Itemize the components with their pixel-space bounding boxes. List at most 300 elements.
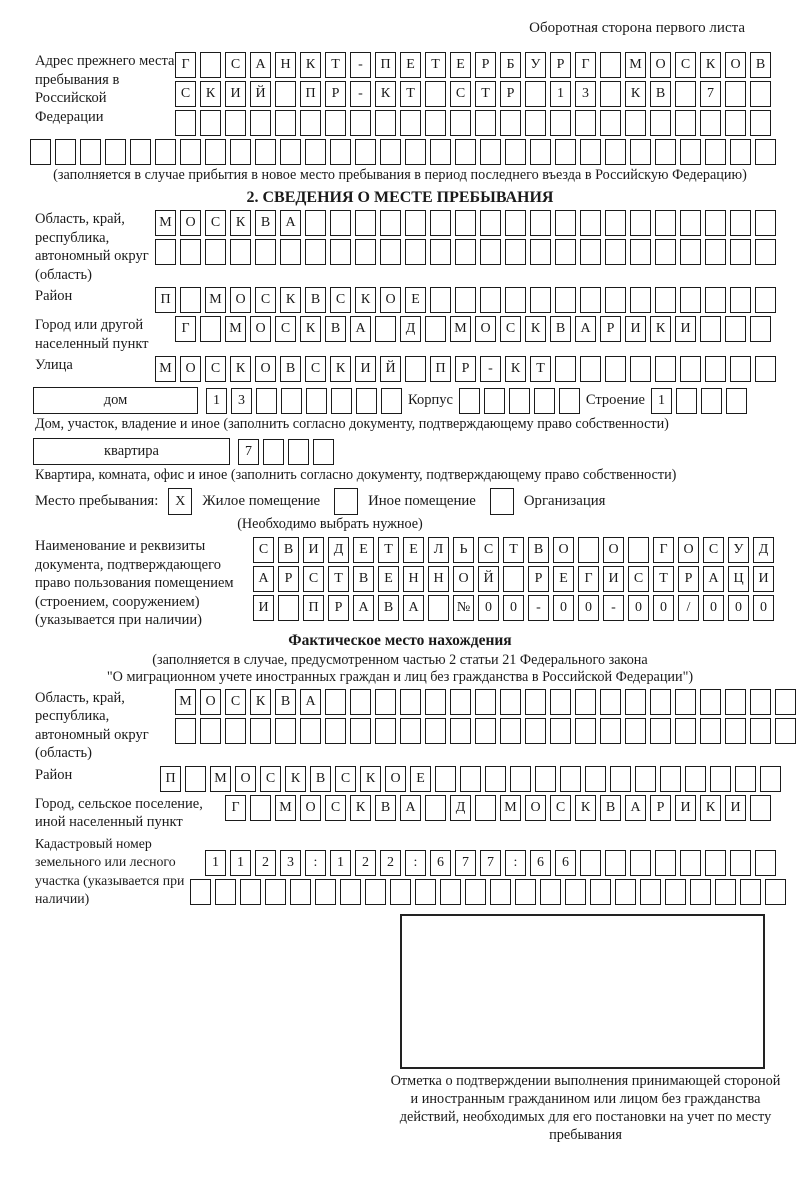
char-cell <box>560 766 581 792</box>
char-cell <box>700 110 721 136</box>
char-cell: 2 <box>255 850 276 876</box>
char-cell: Е <box>378 566 399 592</box>
char-cell <box>625 110 646 136</box>
confirmation-stamp-caption: Отметка о подтверждении выполнения принимающей стороной и иностранным гражданином или лицом без гражданства действий, необходимых для его постановки на учет по месту пребывания <box>390 1072 781 1143</box>
char-cell: Г <box>653 537 674 563</box>
actual-region-row-1 <box>175 689 796 715</box>
char-cell: С <box>303 566 324 592</box>
char-cell <box>605 356 626 382</box>
char-cell: Й <box>478 566 499 592</box>
char-cell: Г <box>578 566 599 592</box>
char-cell <box>605 139 626 165</box>
char-cell <box>381 388 402 414</box>
char-cell <box>575 689 596 715</box>
char-cell: Д <box>753 537 774 563</box>
char-cell <box>250 795 271 821</box>
char-cell <box>30 139 51 165</box>
actual-city-group <box>35 795 800 832</box>
char-cell <box>175 110 196 136</box>
char-cell <box>503 566 524 592</box>
char-cell <box>705 287 726 313</box>
char-cell <box>515 879 536 905</box>
char-cell: В <box>528 537 549 563</box>
char-cell <box>459 388 480 414</box>
char-cell <box>580 850 601 876</box>
char-cell <box>605 850 626 876</box>
char-cell <box>428 595 449 621</box>
char-cell: Т <box>328 566 349 592</box>
prev-address-rows <box>175 52 771 136</box>
char-cell: О <box>235 766 256 792</box>
char-cell: И <box>603 566 624 592</box>
char-cell: М <box>175 689 196 715</box>
char-cell <box>680 210 701 236</box>
char-cell: К <box>350 795 371 821</box>
char-cell <box>330 139 351 165</box>
char-cell: И <box>303 537 324 563</box>
char-cell: Р <box>325 81 346 107</box>
char-cell <box>375 316 396 342</box>
char-cell <box>288 439 309 465</box>
char-cell <box>475 795 496 821</box>
char-cell: М <box>205 287 226 313</box>
char-cell <box>750 110 771 136</box>
char-cell: : <box>305 850 326 876</box>
char-cell: О <box>725 52 746 78</box>
stay-place-row <box>35 488 800 515</box>
char-cell <box>740 879 761 905</box>
char-cell <box>530 287 551 313</box>
char-cell <box>715 879 736 905</box>
char-cell <box>255 139 276 165</box>
char-cell <box>640 879 661 905</box>
char-cell <box>580 287 601 313</box>
char-cell: - <box>350 81 371 107</box>
house-note: Дом, участок, владение и иное (заполнить согласно документу, подтверждающему право собственности) <box>35 416 669 432</box>
char-cell: 1 <box>206 388 227 414</box>
char-cell <box>280 239 301 265</box>
char-cell: 0 <box>753 595 774 621</box>
char-cell: А <box>400 795 421 821</box>
char-cell <box>750 81 771 107</box>
char-cell <box>628 537 649 563</box>
district-group <box>35 287 800 313</box>
char-cell: Р <box>528 566 549 592</box>
char-cell: С <box>478 537 499 563</box>
char-cell <box>425 316 446 342</box>
char-cell <box>256 388 277 414</box>
char-cell <box>530 239 551 265</box>
char-cell <box>555 356 576 382</box>
char-cell: Р <box>500 81 521 107</box>
char-cell: 1 <box>230 850 251 876</box>
right-document-group <box>35 537 800 630</box>
char-cell <box>400 718 421 744</box>
char-cell <box>680 139 701 165</box>
char-cell <box>680 239 701 265</box>
right-document-rows <box>253 537 774 621</box>
char-cell: М <box>155 210 176 236</box>
char-cell: : <box>505 850 526 876</box>
stroenie-cells <box>651 388 747 414</box>
char-cell <box>205 239 226 265</box>
house-row <box>33 387 800 414</box>
section2-title: 2. СВЕДЕНИЯ О МЕСТЕ ПРЕБЫВАНИЯ <box>246 189 554 206</box>
char-cell: С <box>675 52 696 78</box>
char-cell <box>380 210 401 236</box>
char-cell: К <box>280 287 301 313</box>
char-cell <box>535 766 556 792</box>
char-cell <box>400 689 421 715</box>
char-cell: И <box>355 356 376 382</box>
char-cell: В <box>275 689 296 715</box>
char-cell: О <box>525 795 546 821</box>
char-cell <box>730 210 751 236</box>
char-cell: О <box>180 210 201 236</box>
char-cell: И <box>253 595 274 621</box>
char-cell: Т <box>503 537 524 563</box>
char-cell <box>435 766 456 792</box>
char-cell <box>180 239 201 265</box>
char-cell <box>275 110 296 136</box>
char-cell <box>580 356 601 382</box>
char-cell <box>705 239 726 265</box>
char-cell <box>105 139 126 165</box>
char-cell <box>80 139 101 165</box>
char-cell: С <box>253 537 274 563</box>
char-cell: И <box>675 316 696 342</box>
char-cell <box>750 316 771 342</box>
char-cell <box>130 139 151 165</box>
char-cell <box>550 110 571 136</box>
char-cell <box>375 110 396 136</box>
char-cell <box>225 110 246 136</box>
char-cell <box>575 110 596 136</box>
char-cell <box>755 139 776 165</box>
char-cell: - <box>603 595 624 621</box>
char-cell: Р <box>278 566 299 592</box>
char-cell <box>730 356 751 382</box>
char-cell: А <box>575 316 596 342</box>
char-cell <box>475 718 496 744</box>
region-rows <box>155 210 776 265</box>
region-row-1 <box>155 210 776 236</box>
region-group <box>35 210 800 284</box>
char-cell: 0 <box>578 595 599 621</box>
char-cell <box>509 388 530 414</box>
char-cell <box>755 239 776 265</box>
house-number-cells <box>206 388 402 414</box>
char-cell <box>200 52 221 78</box>
char-cell <box>630 287 651 313</box>
char-cell: С <box>450 81 471 107</box>
actual-city-label: Город, сельское поселение, иной населенный пункт <box>35 795 203 830</box>
char-cell: И <box>753 566 774 592</box>
char-cell: О <box>553 537 574 563</box>
char-cell <box>313 439 334 465</box>
char-cell <box>405 356 426 382</box>
char-cell: К <box>700 795 721 821</box>
char-cell: Е <box>450 52 471 78</box>
actual-district-row <box>160 766 781 792</box>
char-cell <box>625 718 646 744</box>
char-cell <box>750 718 771 744</box>
street-row <box>155 356 776 382</box>
char-cell <box>190 879 211 905</box>
char-cell <box>265 879 286 905</box>
char-cell <box>425 795 446 821</box>
char-cell: П <box>160 766 181 792</box>
char-cell <box>375 718 396 744</box>
char-cell: Р <box>600 316 621 342</box>
char-cell: М <box>225 316 246 342</box>
page-side-note: Оборотная сторона первого листа <box>529 20 745 36</box>
prev-address-group <box>35 52 800 136</box>
char-cell <box>180 139 201 165</box>
right-document-label: Наименование и реквизиты документа, подтверждающего право пользования помещением (строением, сооружением) (указывается при наличии) <box>35 538 234 628</box>
char-cell: В <box>255 210 276 236</box>
char-cell <box>755 287 776 313</box>
char-cell: 6 <box>530 850 551 876</box>
char-cell <box>450 689 471 715</box>
char-cell: Е <box>403 537 424 563</box>
char-cell <box>225 718 246 744</box>
char-cell <box>350 110 371 136</box>
char-cell <box>55 139 76 165</box>
char-cell <box>555 139 576 165</box>
char-cell <box>680 850 701 876</box>
house-box-label: дом <box>33 387 198 414</box>
char-cell <box>155 239 176 265</box>
char-cell: В <box>550 316 571 342</box>
char-cell: Й <box>250 81 271 107</box>
char-cell: 7 <box>238 439 259 465</box>
char-cell <box>755 356 776 382</box>
char-cell <box>334 488 358 515</box>
char-cell <box>775 689 796 715</box>
char-cell: Ц <box>728 566 749 592</box>
char-cell: Р <box>328 595 349 621</box>
checkbox-other-premises <box>334 488 358 515</box>
char-cell <box>455 287 476 313</box>
char-cell <box>505 239 526 265</box>
char-cell: С <box>275 316 296 342</box>
char-cell <box>580 239 601 265</box>
char-cell: Ь <box>453 537 474 563</box>
char-cell: П <box>300 81 321 107</box>
char-cell: А <box>625 795 646 821</box>
char-cell: А <box>250 52 271 78</box>
char-cell <box>655 210 676 236</box>
char-cell: О <box>475 316 496 342</box>
char-cell <box>585 766 606 792</box>
char-cell: В <box>750 52 771 78</box>
char-cell <box>730 850 751 876</box>
actual-city-row <box>225 795 771 821</box>
char-cell <box>505 139 526 165</box>
char-cell <box>400 110 421 136</box>
char-cell: К <box>300 316 321 342</box>
char-cell <box>305 239 326 265</box>
char-cell: С <box>205 210 226 236</box>
char-cell <box>455 239 476 265</box>
char-cell: С <box>500 316 521 342</box>
char-cell <box>510 766 531 792</box>
char-cell: К <box>505 356 526 382</box>
char-cell <box>655 239 676 265</box>
char-cell <box>355 210 376 236</box>
char-cell: О <box>230 287 251 313</box>
char-cell <box>750 689 771 715</box>
char-cell <box>430 139 451 165</box>
char-cell: О <box>650 52 671 78</box>
cadastre-group <box>35 835 800 909</box>
char-cell: - <box>350 52 371 78</box>
char-cell <box>185 766 206 792</box>
char-cell: 0 <box>628 595 649 621</box>
char-cell: С <box>255 287 276 313</box>
char-cell: В <box>353 566 374 592</box>
char-cell <box>555 287 576 313</box>
char-cell <box>405 210 426 236</box>
char-cell <box>480 139 501 165</box>
char-cell <box>555 210 576 236</box>
char-cell <box>600 689 621 715</box>
char-cell <box>725 110 746 136</box>
char-cell: А <box>280 210 301 236</box>
char-cell <box>630 210 651 236</box>
right-document-row-2 <box>253 566 774 592</box>
right-document-row-1 <box>253 537 774 563</box>
char-cell: А <box>703 566 724 592</box>
char-cell: Р <box>475 52 496 78</box>
char-cell <box>605 239 626 265</box>
char-cell <box>705 139 726 165</box>
char-cell <box>735 766 756 792</box>
char-cell: С <box>325 795 346 821</box>
char-cell: Т <box>378 537 399 563</box>
stroenie-label: Строение <box>585 392 645 408</box>
actual-region-group <box>35 689 800 763</box>
char-cell: Д <box>400 316 421 342</box>
char-cell <box>490 488 514 515</box>
char-cell <box>600 718 621 744</box>
char-cell <box>450 110 471 136</box>
char-cell <box>281 388 302 414</box>
char-cell <box>534 388 555 414</box>
char-cell: В <box>280 356 301 382</box>
city-row <box>175 316 771 342</box>
char-cell <box>355 239 376 265</box>
korpus-label: Корпус <box>408 392 453 408</box>
char-cell: П <box>375 52 396 78</box>
option-label-organization: Организация <box>523 493 606 509</box>
char-cell <box>525 81 546 107</box>
char-cell: А <box>350 316 371 342</box>
char-cell: 1 <box>205 850 226 876</box>
char-cell <box>365 879 386 905</box>
char-cell: Т <box>530 356 551 382</box>
char-cell <box>705 850 726 876</box>
char-cell <box>650 718 671 744</box>
char-cell: 0 <box>653 595 674 621</box>
char-cell <box>650 110 671 136</box>
char-cell <box>726 388 747 414</box>
actual-region-label: Область, край, республика, автономный округ (область) <box>35 689 149 761</box>
char-cell: Е <box>353 537 374 563</box>
char-cell <box>700 689 721 715</box>
region-row-2 <box>155 239 776 265</box>
char-cell: 7 <box>455 850 476 876</box>
char-cell: И <box>675 795 696 821</box>
char-cell <box>675 110 696 136</box>
char-cell <box>655 287 676 313</box>
char-cell: К <box>625 81 646 107</box>
char-cell <box>730 139 751 165</box>
char-cell <box>725 689 746 715</box>
char-cell: О <box>200 689 221 715</box>
checkbox-organization <box>490 488 514 515</box>
char-cell: И <box>625 316 646 342</box>
char-cell: К <box>360 766 381 792</box>
char-cell: Д <box>328 537 349 563</box>
char-cell: 1 <box>330 850 351 876</box>
char-cell: 6 <box>555 850 576 876</box>
city-group <box>35 316 800 353</box>
char-cell <box>600 81 621 107</box>
char-cell <box>275 718 296 744</box>
prev-address-row-2 <box>175 81 771 107</box>
char-cell: X <box>168 488 192 515</box>
char-cell: 7 <box>700 81 721 107</box>
char-cell <box>325 718 346 744</box>
char-cell <box>725 316 746 342</box>
char-cell <box>680 356 701 382</box>
char-cell <box>350 718 371 744</box>
char-cell: - <box>480 356 501 382</box>
char-cell: / <box>678 595 699 621</box>
char-cell: Т <box>653 566 674 592</box>
char-cell <box>425 81 446 107</box>
char-cell <box>380 239 401 265</box>
char-cell <box>765 879 786 905</box>
char-cell <box>565 879 586 905</box>
char-cell <box>484 388 505 414</box>
char-cell <box>305 139 326 165</box>
char-cell <box>675 81 696 107</box>
char-cell <box>500 110 521 136</box>
char-cell <box>475 110 496 136</box>
char-cell: В <box>310 766 331 792</box>
char-cell: 3 <box>231 388 252 414</box>
char-cell <box>300 110 321 136</box>
char-cell <box>405 139 426 165</box>
char-cell <box>450 718 471 744</box>
cadastre-row-2 <box>190 879 786 905</box>
char-cell: Р <box>678 566 699 592</box>
char-cell: У <box>728 537 749 563</box>
char-cell <box>485 766 506 792</box>
char-cell: О <box>250 316 271 342</box>
char-cell <box>750 795 771 821</box>
char-cell <box>200 718 221 744</box>
char-cell: К <box>285 766 306 792</box>
char-cell <box>415 879 436 905</box>
char-cell: А <box>353 595 374 621</box>
char-cell: В <box>278 537 299 563</box>
char-cell <box>505 210 526 236</box>
char-cell: А <box>403 595 424 621</box>
